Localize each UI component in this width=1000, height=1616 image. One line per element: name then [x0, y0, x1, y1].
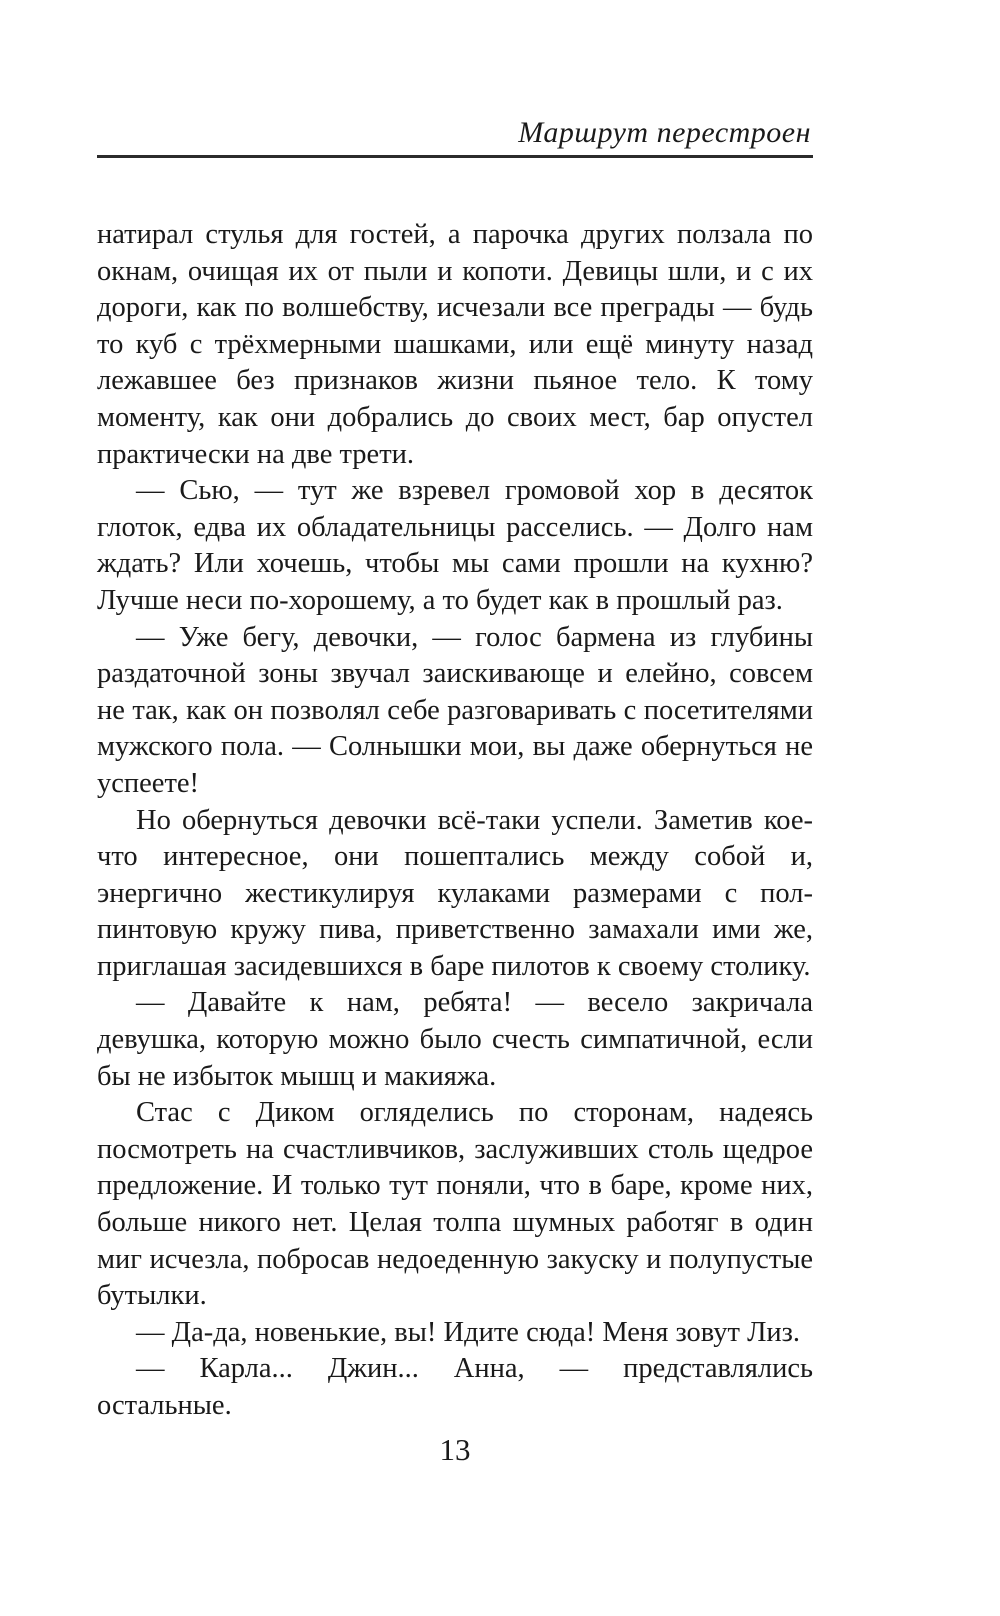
running-header-title: Маршрут перестроен: [518, 116, 811, 149]
paragraph: — Карла... Джин... Анна, — представлялись остальные.: [97, 1353, 813, 1421]
paragraph: Но обернуться девочки всё-таки успели. Заметив кое-что интересное, они пошептались между собой и, энергично жестикулируя кулаками размерами с пол-пинтовую кружу пива, приветственно замахали ими же, приглашая засидевшихся в баре пилотов к своему столику.: [97, 804, 813, 982]
paragraph: натирал стулья для гостей, а парочка других ползала по окнам, очищая их от пыли и копоти. Девицы шли, и с их дороги, как по волшебству, исчезали все преграды — будь то куб с трёхмерными шашками, или ещё минуту назад лежавшее без признаков жизни пьяное тело. К тому моменту, как они добрались до своих мест, бар опустел практически на две трети.: [97, 219, 813, 470]
paragraph: — Да-да, новенькие, вы! Идите сюда! Меня зовут Лиз.: [136, 1316, 801, 1348]
content-column: [97, 116, 813, 1425]
header-rule: [97, 155, 813, 158]
page-number: 13: [439, 1432, 471, 1467]
text-body: [97, 217, 813, 1425]
paragraph: — Давайте к нам, ребята! — весело закричала девушка, которую можно было счесть симпатичной, если бы не избыток мышц и макияжа.: [97, 987, 813, 1092]
paragraph: Стас с Диком огляделись по сторонам, надеясь посмотреть на счастливчиков, заслуживших столь щедрое предложение. И только тут поняли, что в баре, кроме них, больше никого нет. Целая толпа шумных работяг в один миг исчезла, побросав недоеденную закуску и полупустые бутылки.: [97, 1097, 813, 1312]
paragraph: — Сью, — тут же взревел громовой хор в десяток глоток, едва их обладательницы расселись. — Долго нам ждать? Или хочешь, чтобы мы сами прошли на кухню? Лучше неси по-хорошему, а то будет как в прошлый раз.: [97, 475, 813, 616]
paragraph: — Уже бегу, девочки, — голос бармена из глубины раздаточной зоны звучал заискивающе и елейно, совсем не так, как он позволял себе разговаривать с посетителями мужского пола. — Солнышки мои, вы даже обернуться не успеете!: [97, 621, 813, 799]
